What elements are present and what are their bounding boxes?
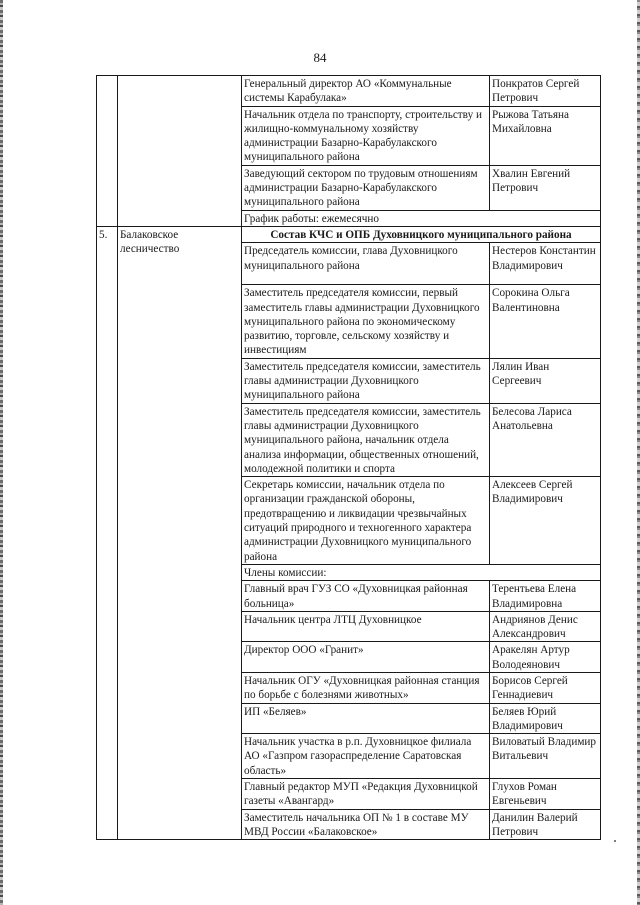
- member-name-cell: Терентьева Елена Владимировна: [490, 581, 601, 612]
- table-row: [97, 76, 601, 107]
- position-cell: Заместитель председателя комиссии, заместитель главы администрации Духовницкого муниципального района: [242, 358, 490, 403]
- table-row: [97, 226, 601, 242]
- position-cell: Заместитель начальника ОП № 1 в составе МУ МВД России «Балаковское»: [242, 809, 490, 840]
- organization-cell: [118, 76, 242, 227]
- member-name-cell: Рыжова Татьяна Михайловна: [490, 106, 601, 165]
- member-name-cell: Сорокина Ольга Валентиновна: [490, 285, 601, 358]
- position-cell: Заместитель председателя комиссии, первый заместитель главы администрации Духовницкого муниципального района по экономическому развитию, торговле, сельскому хозяйству и инвестициям: [242, 285, 490, 358]
- section-note: График работы: ежемесячно: [242, 210, 601, 226]
- member-name-cell: Белесова Лариса Анатольевна: [490, 403, 601, 476]
- row-number-cell: 5.: [97, 226, 118, 839]
- position-cell: Главный врач ГУЗ СО «Духовницкая районная больница»: [242, 581, 490, 612]
- member-name-cell: Андриянов Денис Александрович: [490, 611, 601, 642]
- member-name-cell: Виловатый Владимир Витальевич: [490, 734, 601, 779]
- member-name-cell: Борисов Сергей Геннадиевич: [490, 672, 601, 703]
- member-name-cell: Глухов Роман Евгеньевич: [490, 779, 601, 810]
- position-cell: Главный редактор МУП «Редакция Духовницкой газеты «Авангард»: [242, 779, 490, 810]
- member-name-cell: Лялин Иван Сергеевич: [490, 358, 601, 403]
- position-cell: Заместитель председателя комиссии, заместитель главы администрации Духовницкого муниципального района, начальник отдела анализа информации, общественных отношений, молодежной политики и спорта: [242, 403, 490, 476]
- member-name-cell: Нестеров Константин Владимирович: [490, 243, 601, 285]
- position-cell: Директор ООО «Гранит»: [242, 642, 490, 673]
- section-note: Члены комиссии:: [242, 564, 601, 580]
- position-cell: Заведующий сектором по трудовым отношениям администрации Базарно-Карабулакского муниципального района: [242, 165, 490, 210]
- position-cell: Председатель комиссии, глава Духовницкого муниципального района: [242, 243, 490, 285]
- member-name-cell: Хвалин Евгений Петрович: [490, 165, 601, 210]
- member-name-cell: Данилин Валерий Петрович: [490, 809, 601, 840]
- member-name-cell: Алексеев Сергей Владимирович: [490, 477, 601, 565]
- organization-cell: Балаковское лесничество: [118, 226, 242, 839]
- row-number-cell: [97, 76, 118, 227]
- scan-speck: [614, 840, 616, 842]
- commission-heading: Состав КЧС и ОПБ Духовницкого муниципального района: [242, 226, 601, 242]
- position-cell: Начальник ОГУ «Духовницкая районная станция по борьбе с болезнями животных»: [242, 672, 490, 703]
- member-name-cell: Аракелян Артур Володеянович: [490, 642, 601, 673]
- commission-table: [96, 75, 601, 840]
- scan-edge-left: [0, 0, 3, 905]
- member-name-cell: Беляев Юрий Владимирович: [490, 703, 601, 734]
- position-cell: Генеральный директор АО «Коммунальные системы Карабулака»: [242, 76, 490, 107]
- position-cell: ИП «Беляев»: [242, 703, 490, 734]
- position-cell: Начальник центра ЛТЦ Духовницкое: [242, 611, 490, 642]
- member-name-cell: Понкратов Сергей Петрович: [490, 76, 601, 107]
- page-number: 84: [313, 50, 327, 65]
- position-cell: Начальник отдела по транспорту, строительству и жилищно-коммунальному хозяйству администрации Базарно-Карабулакского муниципального района: [242, 106, 490, 165]
- position-cell: Начальник участка в р.п. Духовницкое филиала АО «Газпром газораспределение Саратовская область»: [242, 734, 490, 779]
- position-cell: Секретарь комиссии, начальник отдела по организации гражданской обороны, предотвращению и ликвидации чрезвычайных ситуаций природного и техногенного характера администрации Духовницкого муниципального района: [242, 477, 490, 565]
